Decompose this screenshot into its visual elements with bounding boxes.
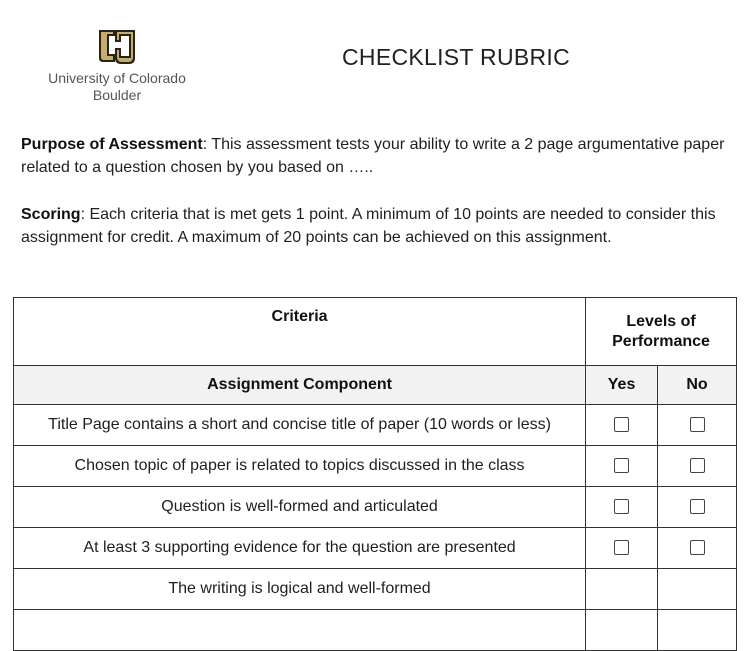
- table-row: [14, 528, 737, 569]
- scoring-text: : Each criteria that is met gets 1 point. A minimum of 10 points are needed to consider this assignment for credit. A maximum of 20 points can be achieved on this assignment.: [21, 206, 716, 246]
- purpose-paragraph: [21, 133, 726, 179]
- no-checkbox[interactable]: [690, 417, 705, 432]
- purpose-text: : This assessment tests your ability to write a 2 page argumentative paper related to a question chosen by you based on …..: [21, 136, 725, 176]
- criteria-header: Criteria: [14, 298, 586, 366]
- cu-logo-icon: [95, 28, 139, 66]
- yes-header: Yes: [586, 366, 658, 405]
- logo-university-name: University of Colorado: [48, 70, 186, 86]
- table-row: [14, 569, 737, 610]
- criterion-label: Title Page contains a short and concise title of paper (10 words or less): [14, 405, 586, 446]
- yes-cell-empty: [586, 610, 658, 651]
- no-cell-empty: [658, 610, 737, 651]
- no-cell-empty: [658, 569, 737, 610]
- yes-checkbox[interactable]: [614, 540, 629, 555]
- logo-campus-name: Boulder: [92, 87, 142, 103]
- rubric-table: [13, 297, 737, 651]
- yes-checkbox[interactable]: [614, 458, 629, 473]
- rubric-subheader-row: [14, 366, 737, 405]
- no-checkbox[interactable]: [690, 499, 705, 514]
- yes-cell-empty: [586, 569, 658, 610]
- table-row: [14, 405, 737, 446]
- table-row: [14, 610, 737, 651]
- yes-checkbox[interactable]: [614, 499, 629, 514]
- criterion-label: Question is well-formed and articulated: [14, 487, 586, 528]
- levels-header-line2: Performance: [612, 332, 710, 350]
- levels-header-line1: Levels of: [626, 312, 696, 330]
- university-logo: [40, 28, 194, 104]
- criterion-label: Chosen topic of paper is related to topics discussed in the class: [14, 446, 586, 487]
- levels-header: [586, 298, 737, 366]
- no-checkbox[interactable]: [690, 458, 705, 473]
- criterion-label: At least 3 supporting evidence for the question are presented: [14, 528, 586, 569]
- table-row: [14, 487, 737, 528]
- scoring-label: Scoring: [21, 206, 81, 223]
- yes-checkbox[interactable]: [614, 417, 629, 432]
- page-title: CHECKLIST RUBRIC: [342, 44, 571, 70]
- rubric-header-row: [14, 298, 737, 366]
- scoring-paragraph: [21, 203, 726, 249]
- criterion-label: The writing is logical and well-formed: [14, 569, 586, 610]
- no-checkbox[interactable]: [690, 540, 705, 555]
- component-header: Assignment Component: [14, 366, 586, 405]
- purpose-label: Purpose of Assessment: [21, 136, 203, 153]
- criterion-label: [14, 610, 586, 651]
- no-header: No: [658, 366, 737, 405]
- table-row: [14, 446, 737, 487]
